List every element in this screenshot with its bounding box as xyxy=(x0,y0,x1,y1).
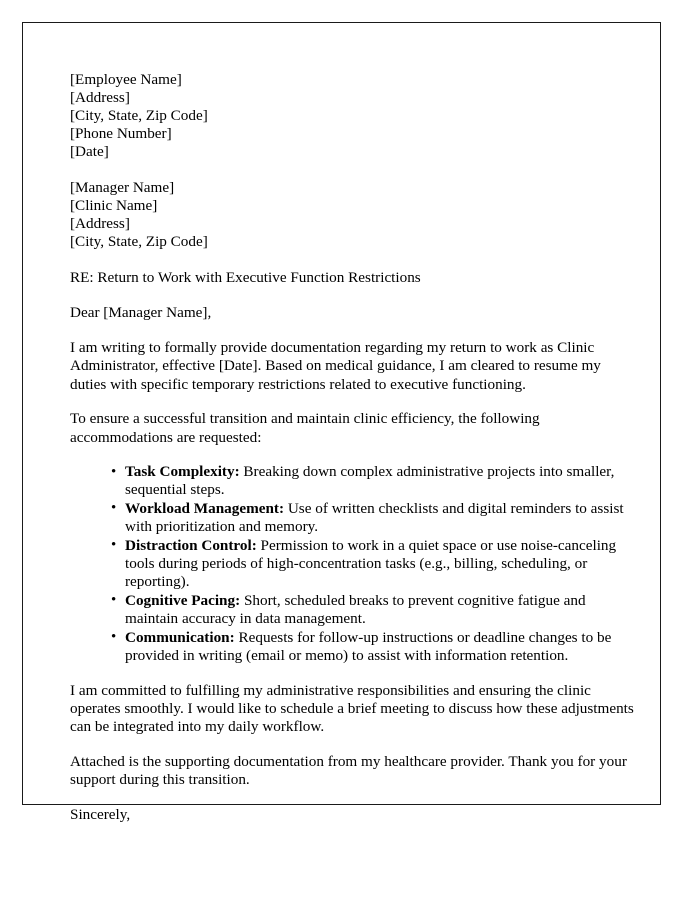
list-item xyxy=(111,500,636,537)
sender-address-line: [City, State, Zip Code] xyxy=(70,107,208,124)
list-item-text: Use of written checklists and digital reminders to assist with prioritization and memory. xyxy=(125,499,624,536)
body-paragraph-1: I am writing to formally provide documentation regarding my return to work as Clinic Administrator, effective [Date]. Based on medical guidance, I am cleared to resume my duties with specific temporary restrictions related to executive functioning. xyxy=(70,339,601,393)
bullet-icon: • xyxy=(111,592,117,609)
list-item xyxy=(111,592,636,629)
list-item-label: Communication: xyxy=(125,628,235,646)
sender-address-line: [Employee Name] xyxy=(70,71,182,88)
list-item-text: Breaking down complex administrative projects into smaller, sequential steps. xyxy=(125,463,615,499)
recipient-address-line: [Manager Name] xyxy=(70,179,175,196)
bullet-icon: • xyxy=(111,537,117,554)
recipient-address-line: [Address] xyxy=(70,215,130,232)
sender-address-block xyxy=(70,71,636,161)
list-item-text: Permission to work in a quiet space or use noise-canceling tools during periods of high-concentration tasks (e.g., billing, scheduling, or reporting). xyxy=(125,536,617,591)
document-page-frame xyxy=(22,22,661,823)
accommodations-list xyxy=(70,463,636,665)
list-item xyxy=(111,463,636,500)
closing-paragraph-2: Attached is the supporting documentation from my healthcare provider. Thank you for your support during this transition. xyxy=(70,752,627,789)
sender-address-line: [Phone Number] xyxy=(70,125,172,142)
bullet-icon: • xyxy=(111,463,117,480)
list-item xyxy=(111,629,636,666)
sender-address-line: [Date] xyxy=(70,143,109,160)
letter-body xyxy=(70,71,636,824)
list-item xyxy=(111,537,636,592)
subject-line: RE: Return to Work with Executive Function Restrictions xyxy=(70,269,421,286)
list-item-text: Requests for follow-up instructions or deadline changes to be provided in writing (email or memo) to assist with information retention. xyxy=(125,628,612,665)
list-item-label: Distraction Control: xyxy=(125,536,257,554)
list-item-label: Cognitive Pacing: xyxy=(125,591,241,609)
list-item-text: Short, scheduled breaks to prevent cognitive fatigue and maintain accuracy in data management. xyxy=(125,591,586,628)
bullet-icon: • xyxy=(111,629,117,646)
closing-salutation: Sincerely, xyxy=(70,805,131,823)
recipient-address-line: [City, State, Zip Code] xyxy=(70,233,208,250)
recipient-address-line: [Clinic Name] xyxy=(70,197,158,214)
list-item-label: Task Complexity: xyxy=(125,463,240,481)
list-item-label: Workload Management: xyxy=(125,499,285,517)
recipient-address-block xyxy=(70,179,636,251)
bullet-icon: • xyxy=(111,500,117,517)
body-paragraph-2: To ensure a successful transition and maintain clinic efficiency, the following accommodations are requested: xyxy=(70,410,540,446)
salutation-line: Dear [Manager Name], xyxy=(70,304,212,321)
closing-paragraph-1: I am committed to fulfilling my administrative responsibilities and ensuring the clinic operates smoothly. I would like to schedule a brief meeting to discuss how these adjustments can be integrated into my daily workflow. xyxy=(70,681,634,736)
sender-address-line: [Address] xyxy=(70,89,130,106)
